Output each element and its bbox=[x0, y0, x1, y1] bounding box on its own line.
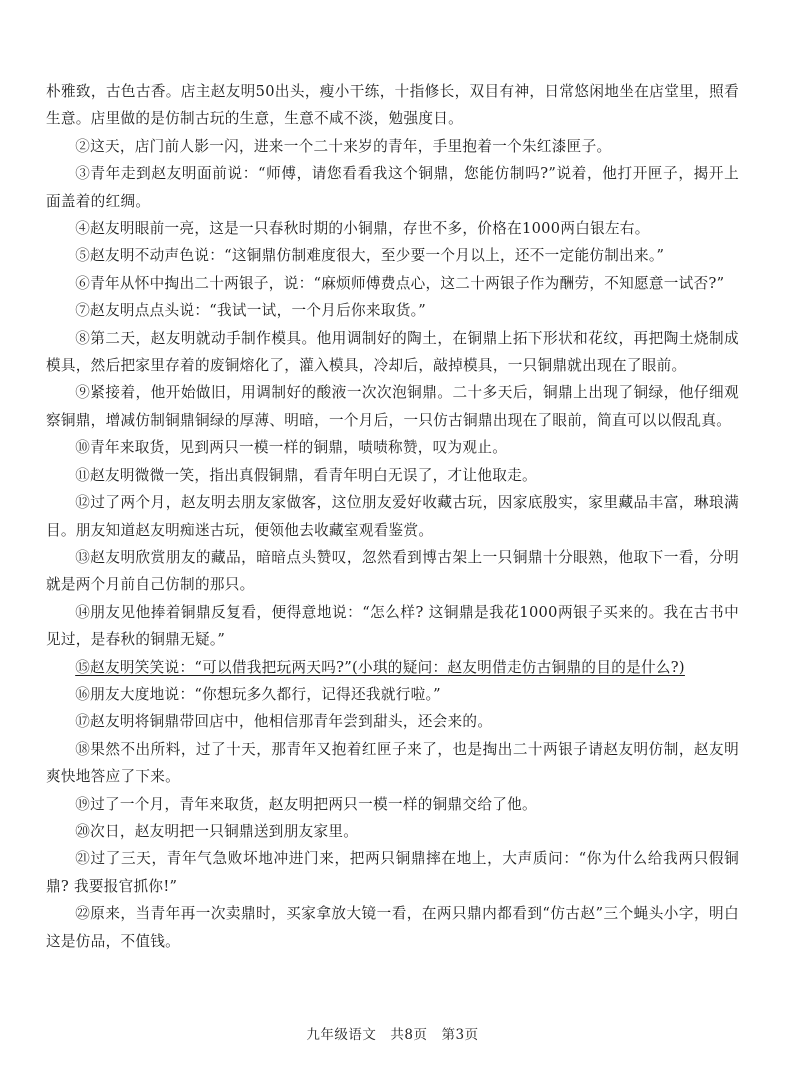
paragraph-13: ⑬赵友明欣赏朋友的藏品，暗暗点头赞叹，忽然看到博古架上一只铜鼎十分眼熟，他取下一看，分明就是两个月前自己仿制的那只。 bbox=[46, 548, 739, 594]
page-footer: 九年级语文 共8页 第3页 bbox=[306, 1027, 479, 1043]
paragraph-7: ⑦赵友明点点头说：“我试一试，一个月后你来取货。” bbox=[75, 302, 426, 320]
paragraph-4: ④赵友明眼前一亮，这是一只春秋时期的小铜鼎，存世不多，价格在1000两白银左右。 bbox=[75, 220, 650, 238]
paragraph-14: ⑭朋友见他捧着铜鼎反复看，便得意地说：“怎么样? 这铜鼎是我花1000两银子买来的。我在古书中见过，是春秋的铜鼎无疑。” bbox=[46, 603, 739, 649]
paragraph-15-underlined: ⑮赵友明笑笑说：“可以借我把玩两天吗?”(小琪的疑问：赵友明借走仿古铜鼎的目的是什么?) bbox=[75, 658, 685, 676]
paragraph-19: ⑲过了一个月，青年来取货，赵友明把两只一模一样的铜鼎交给了他。 bbox=[75, 795, 537, 813]
paragraph-16: ⑯朋友大度地说：“你想玩多久都行，记得还我就行啦。” bbox=[75, 685, 441, 703]
paragraph-20: ⑳次日，赵友明把一只铜鼎送到朋友家里。 bbox=[75, 822, 359, 840]
paragraph-10: ⑩青年来取货，见到两只一模一样的铜鼎，啧啧称赞，叹为观止。 bbox=[75, 439, 508, 457]
paragraph-18: ⑱果然不出所料，过了十天，那青年又抱着红匣子来了，也是掏出二十两银子请赵友明仿制，赵友明爽快地答应了下来。 bbox=[46, 740, 739, 786]
paragraph-5: ⑤赵友明不动声色说：“这铜鼎仿制难度很大，至少要一个月以上，还不一定能仿制出来。” bbox=[75, 247, 665, 265]
paragraph-9: ⑨紧接着，他开始做旧，用调制好的酸液一次次泡铜鼎。二十多天后，铜鼎上出现了铜绿，他仔细观察铜鼎，增减仿制铜鼎铜绿的厚薄、明暗，一个月后，一只仿古铜鼎出现在了眼前，简直可以以假乱真。 bbox=[46, 384, 739, 429]
paragraph-11: ⑪赵友明微微一笑，指出真假铜鼎，看青年明白无误了，才让他取走。 bbox=[75, 466, 537, 484]
paragraph-1: 朴雅致，古色古香。店主赵友明50出头，瘦小干练，十指修长，双目有神，日常悠闲地坐在店堂里，照看生意。店里做的是仿制古玩的生意，生意不咸不淡，勉强度日。 bbox=[46, 83, 739, 128]
paragraph-12: ⑫过了两个月，赵友明去朋友家做客，这位朋友爱好收藏古玩，因家底殷实，家里藏品丰富，琳琅满目。朋友知道赵友明痴迷古玩，便领他去收藏室观看鉴赏。 bbox=[46, 494, 739, 539]
paragraph-22: ㉒原来，当青年再一次卖鼎时，买家拿放大镜一看，在两只鼎内都看到“仿古赵”三个蝇头小字，明白这是仿品，不值钱。 bbox=[46, 905, 739, 950]
paragraph-6: ⑥青年从怀中掏出二十两银子，说：“麻烦师傅费点心，这二十两银子作为酬劳，不知愿意一试否?” bbox=[75, 274, 725, 292]
paragraph-17: ⑰赵友明将铜鼎带回店中，他相信那青年尝到甜头，还会来的。 bbox=[75, 713, 493, 731]
paragraph-3: ③青年走到赵友明面前说：“师傅，请您看看我这个铜鼎，您能仿制吗?”说着，他打开匣子，揭开上面盖着的红绸。 bbox=[46, 165, 739, 210]
paragraph-8: ⑧第二天，赵友明就动手制作模具。他用调制好的陶土，在铜鼎上拓下形状和花纹，再把陶土烧制成模具，然后把家里存着的废铜熔化了，灌入模具，冷却后，敲掉模具，一只铜鼎就出现在了眼前。 bbox=[46, 329, 739, 375]
paragraph-2: ②这天，店门前人影一闪，进来一个二十来岁的青年，手里抱着一个朱红漆匣子。 bbox=[75, 137, 612, 155]
paragraph-21: ㉑过了三天，青年气急败坏地冲进门来，把两只铜鼎摔在地上，大声质问：“你为什么给我两只假铜鼎? 我要报官抓你!” bbox=[46, 850, 739, 895]
